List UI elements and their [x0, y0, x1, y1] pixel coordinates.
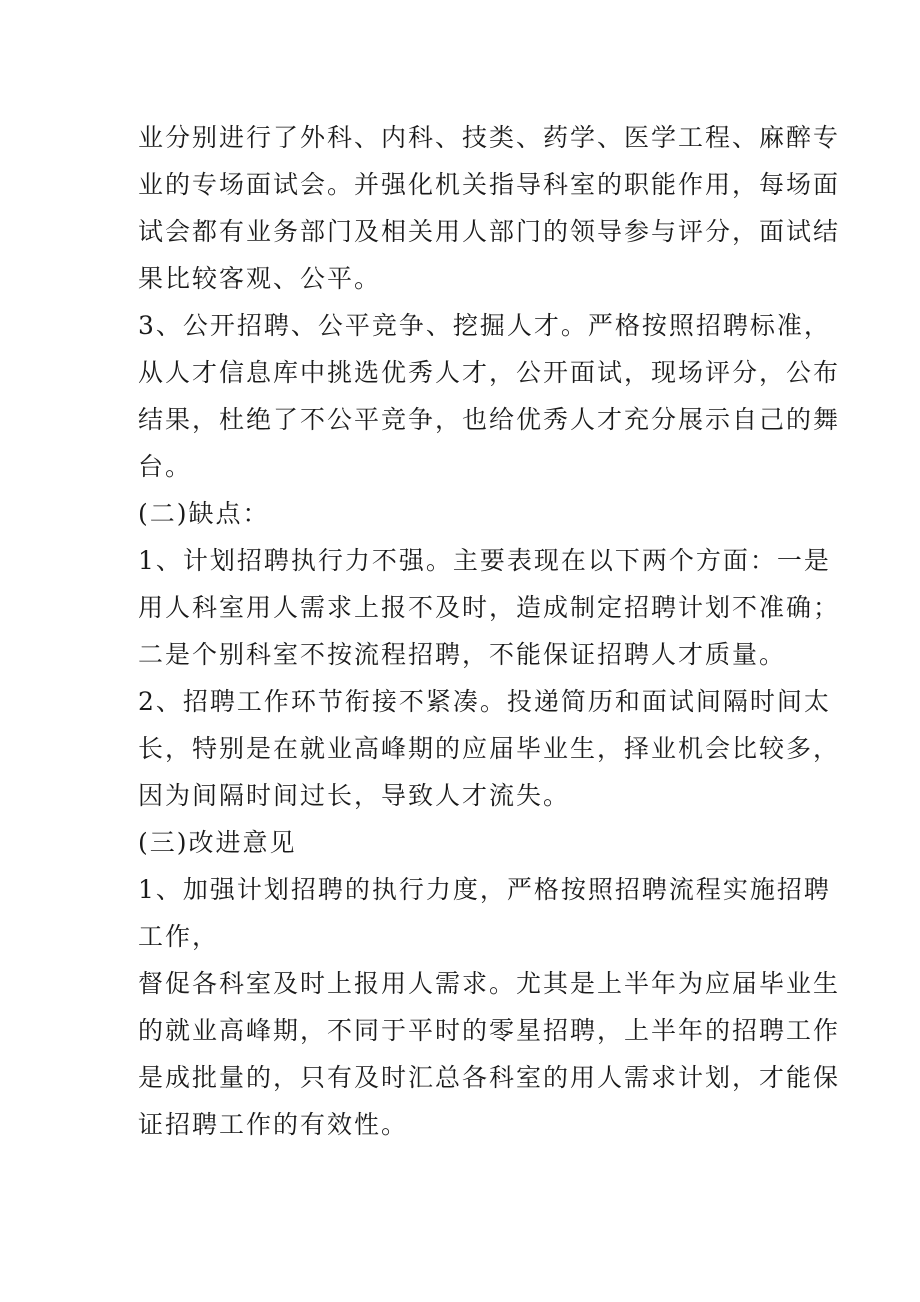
text-line: 工作，	[138, 922, 220, 951]
text-line: 因为间隔时间过长，导致人才流失。	[138, 781, 571, 810]
section-heading-improvements: (三)改进意见	[138, 828, 297, 857]
document-body	[138, 114, 841, 1148]
text-line: 长，特别是在就业高峰期的应届毕业生，择业机会比较多，	[138, 734, 841, 763]
text-line: 3、公开招聘、公平竞争、挖掘人才。严格按照招聘标准，	[138, 311, 831, 340]
text-line: 1、加强计划招聘的执行力度，严格按照招聘流程实施招聘	[138, 875, 831, 904]
text-line: 台。	[138, 452, 193, 481]
text-line: 结果，杜绝了不公平竞争，也给优秀人才充分展示自己的舞	[138, 405, 841, 434]
text-line: 1、计划招聘执行力不强。主要表现在以下两个方面：一是	[138, 546, 831, 575]
text-line: 督促各科室及时上报用人需求。尤其是上半年为应届毕业生	[138, 969, 841, 998]
text-line: 是成批量的，只有及时汇总各科室的用人需求计划，才能保	[138, 1063, 841, 1092]
text-line: 的就业高峰期，不同于平时的零星招聘，上半年的招聘工作	[138, 1016, 841, 1045]
text-line: 用人科室用人需求上报不及时，造成制定招聘计划不准确；	[138, 593, 841, 622]
text-line: 从人才信息库中挑选优秀人才，公开面试，现场评分，公布	[138, 358, 841, 387]
text-line: 2、招聘工作环节衔接不紧凑。投递简历和面试间隔时间太	[138, 687, 831, 716]
text-line: 试会都有业务部门及相关用人部门的领导参与评分，面试结	[138, 217, 841, 246]
text-line: 证招聘工作的有效性。	[138, 1110, 409, 1139]
text-line: 果比较客观、公平。	[138, 264, 382, 293]
text-line: 业分别进行了外科、内科、技类、药学、医学工程、麻醉专	[138, 123, 841, 152]
text-line: 二是个别科室不按流程招聘，不能保证招聘人才质量。	[138, 640, 787, 669]
text-line: 业的专场面试会。并强化机关指导科室的职能作用，每场面	[138, 170, 841, 199]
section-heading-shortcomings: (二)缺点：	[138, 499, 270, 528]
